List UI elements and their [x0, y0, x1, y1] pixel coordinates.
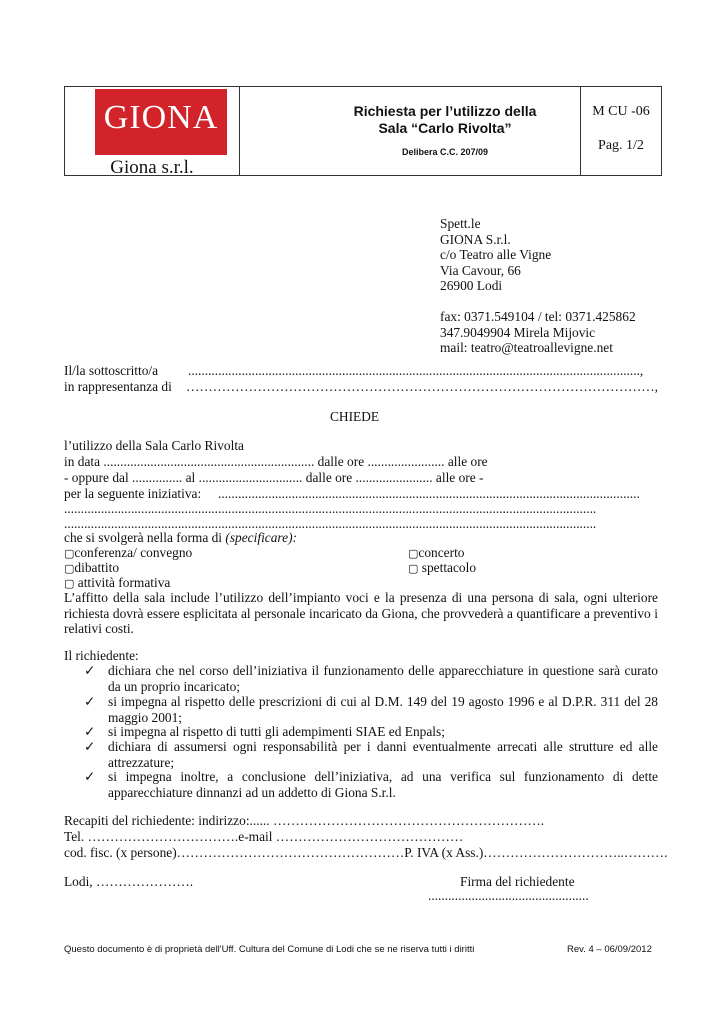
declaration-item: ✓ dichiara che nel corso dell’iniziativa il funzionamento delle apparecchiature in questione sarà curato da un proprio incaricato;	[84, 663, 658, 694]
codfisc-piva-field[interactable]: cod. fisc. (x persone)……………………………………………P. IVA (x Ass.)…………………………..……….	[64, 845, 668, 860]
address-line: Spett.le	[440, 216, 481, 231]
logo-cell	[65, 87, 240, 178]
firma-field[interactable]: ................................................	[428, 888, 589, 903]
address-fax-tel: fax: 0371.549104 / tel: 0371.425862	[440, 309, 636, 324]
sottoscritto-label: Il/la sottoscritto/a	[64, 363, 159, 378]
recipient-address	[440, 216, 636, 356]
checkbox-icon[interactable]: ▢	[64, 548, 75, 560]
lodi-date-field[interactable]: Lodi, ………………….	[64, 874, 194, 889]
tel-email-field[interactable]: Tel. …………………………….e-mail ……………………………………	[64, 829, 464, 844]
address-line: GIONA S.r.l.	[440, 231, 511, 247]
rappresentanza-label: in rappresentanza di	[64, 379, 172, 394]
forma-label: che si svolgerà nella forma di (specificare):	[64, 530, 298, 545]
rappresentanza-field[interactable]: ……………………………………………………………………………………………,	[186, 379, 659, 394]
option-dibattito[interactable]: ▢dibattito	[64, 560, 120, 575]
delibera: Delibera C.C. 207/09	[401, 147, 489, 157]
declaration-item: ✓ dichiara di assumersi ogni responsabilità per i danni eventualmente arrecati alle strutture ed alle attrezzature;	[84, 739, 658, 770]
address-line: c/o Teatro alle Vigne	[440, 247, 552, 262]
logo-text: GIONA	[103, 99, 219, 136]
option-attivita-formativa[interactable]: ▢ attività formativa	[64, 575, 171, 590]
address-line: 26900 Lodi	[440, 278, 503, 293]
checkbox-icon[interactable]: ▢	[408, 548, 419, 560]
declaration-item: ✓ si impegna inoltre, a conclusione dell’iniziativa, ad una verifica sul funzionamento di dette apparecchiature dinnanzi ad un addetto di Giona S.r.l.	[84, 769, 658, 800]
forma-specificare: (specificare):	[225, 530, 298, 545]
title-line-1: Richiesta per l’utilizzo della	[353, 103, 537, 119]
firma-label: Firma del richiedente	[460, 874, 575, 889]
iniziativa-field[interactable]: ..............................................................................................................................	[218, 486, 640, 501]
document-code: M CU -06	[592, 104, 650, 119]
utilizzo-text: l’utilizzo della Sala Carlo Rivolta	[64, 438, 244, 453]
chiede-heading: CHIEDE	[330, 409, 380, 424]
footer-revision: Rev. 4 – 06/09/2012	[567, 944, 652, 955]
header-divider	[580, 86, 581, 176]
checkmark-icon: ✓	[84, 694, 96, 709]
declaration-item: ✓ si impegna al rispetto delle prescrizioni di cui al D.M. 149 del 19 agosto 1996 e al D.P.R. 311 del 28 maggio 2001;	[84, 694, 658, 725]
title-cell	[239, 87, 651, 175]
oppure-dal-field[interactable]: - oppure dal ............... al ............................... dalle ore ....................... alle ore -	[64, 470, 484, 485]
recapiti-field[interactable]: Recapiti del richiedente: indirizzo:...... …………………………………………………….	[64, 813, 545, 828]
checkbox-icon[interactable]: ▢	[64, 578, 75, 590]
checkbox-icon[interactable]: ▢	[408, 563, 419, 575]
option-conferenza[interactable]: ▢conferenza/ convegno	[64, 545, 193, 560]
iniziativa-label: per la seguente iniziativa:	[64, 486, 202, 501]
sottoscritto-field[interactable]: .......................................................................................................................................,	[188, 363, 644, 378]
address-line: Via Cavour, 66	[440, 262, 521, 278]
option-spettacolo[interactable]: ▢ spettacolo	[408, 560, 477, 575]
option-concerto[interactable]: ▢concerto	[408, 545, 465, 560]
title-line-2: Sala “Carlo Rivolta”	[378, 120, 512, 136]
declaration-item: ✓ si impegna al rispetto di tutti gli adempimenti SIAE ed Enpals;	[84, 724, 445, 739]
header-table	[64, 86, 662, 176]
checkmark-icon: ✓	[84, 663, 96, 678]
in-data-field[interactable]: in data ............................................................... dalle ore ....................... alle ore	[64, 454, 488, 469]
giona-logo	[95, 89, 227, 155]
address-line	[440, 294, 636, 310]
page-number: Pag. 1/2	[598, 138, 644, 153]
address-mail: mail: teatro@teatroallevigne.net	[440, 340, 613, 355]
iniziativa-field-line-2[interactable]: ...............................................................................................................................................................	[64, 501, 597, 516]
address-phone: 347.9049904 Mirela Mijovic	[440, 324, 596, 340]
checkmark-icon: ✓	[84, 739, 96, 754]
richiedente-label: Il richiedente:	[64, 648, 139, 663]
footer-copyright: Questo documento è di proprietà dell'Uff. Cultura del Comune di Lodi che se ne riserva tutti i diritti	[64, 944, 475, 955]
checkmark-icon: ✓	[84, 769, 96, 784]
affitto-paragraph: L’affitto della sala include l’utilizzo dell’impianto voci e la presenza di una persona di sala, ogni ulteriore richiesta dovrà essere esplicitata al personale incaricato da Giona, che provvederà a quantificare a preventivo i relativi costi.	[64, 590, 658, 637]
iniziativa-field-line-3[interactable]: ...............................................................................................................................................................	[64, 516, 597, 531]
company-name: Giona s.r.l.	[110, 157, 194, 178]
checkmark-icon: ✓	[84, 724, 96, 739]
checkbox-icon[interactable]: ▢	[64, 563, 75, 575]
